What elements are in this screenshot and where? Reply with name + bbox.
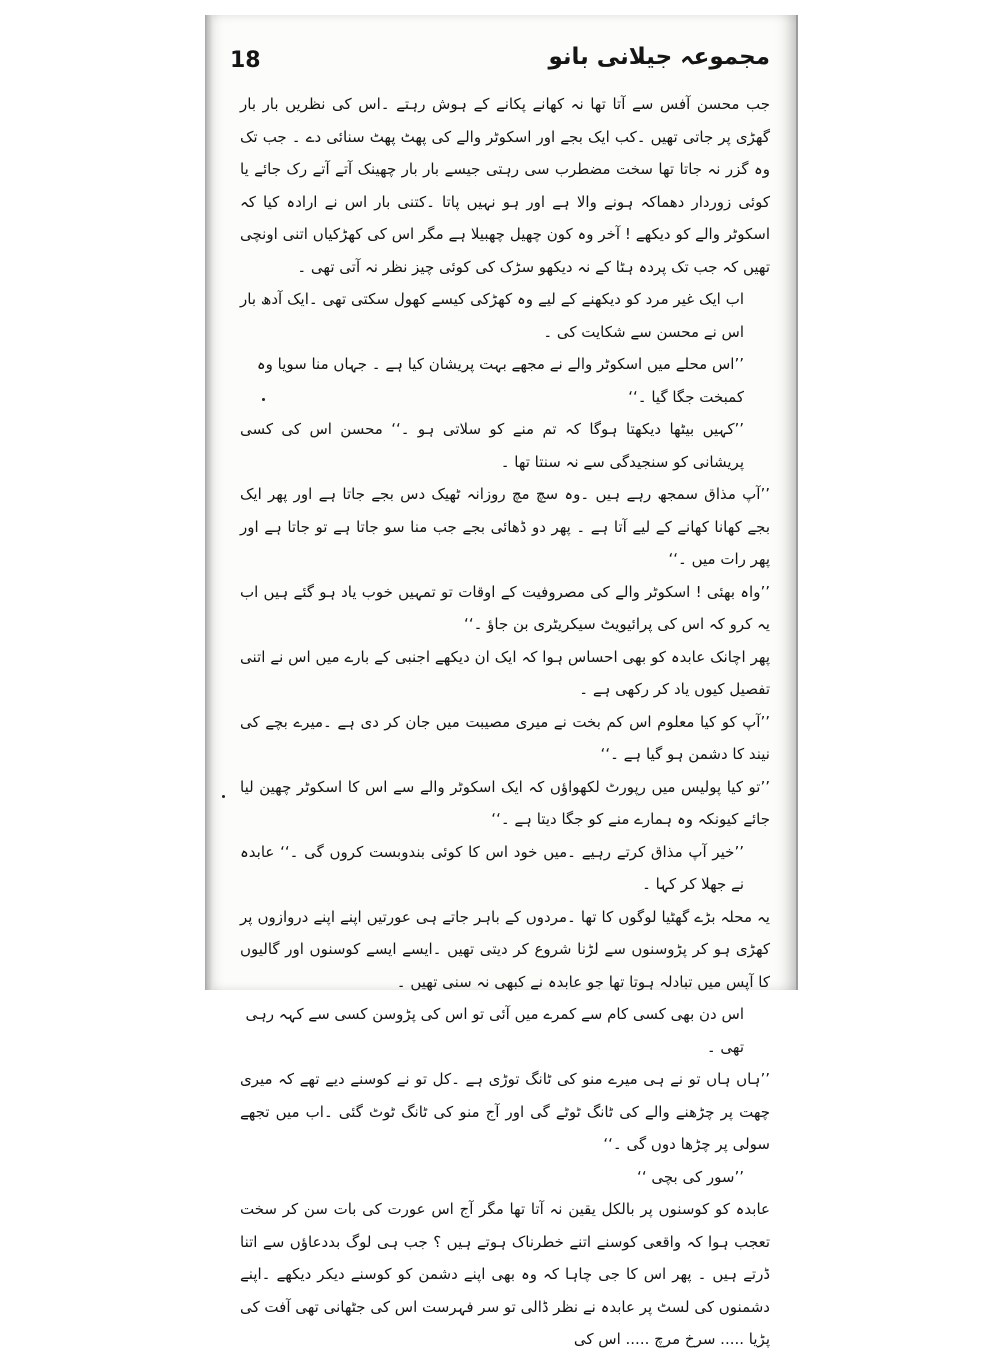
page-binding-shadow [205, 15, 213, 990]
paragraph: جب محسن آفس سے آتا تھا نہ کھانے پکانے کے ہوش رہتے ۔اس کی نظریں بار بار گھڑی پر جاتی تھیں ۔کب ایک بجے اور اسکوٹر والے کی پھٹ پھٹ سنائی دے ۔ جب تک وہ گزر نہ جاتا تھا سخت مضطرب سی رہتی جیسے بار بار چھینک آتے آتے رک جائے یا کوئی زوردار دھماکہ ہونے والا ہے اور ہو نہیں پاتا ۔کتنی بار اس نے ارادہ کیا کہ اسکوٹر والے کو دیکھے ! آخر وہ کون چھیل چھبیلا ہے مگر اس کی کھڑکیاں اتنی اونچی تھیں کہ جب تک پردہ ہٹا کے نہ دیکھو سڑک کی کوئی چیز نظر نہ آتی تھی ۔ [240, 95, 770, 276]
paragraph: اس دن بھی کسی کام سے کمرے میں آئی تو اس کی پڑوسن کسی سے کہہ رہی تھی ۔ [245, 1005, 744, 1056]
dialogue-line: ’’اس محلے میں اسکوٹر والے نے مجھے بہت پریشان کیا ہے ۔ جہاں منا سویا وہ کمبخت جگا گیا ۔‘‘ [256, 355, 744, 406]
dialogue-line: ’’آپ مذاق سمجھ رہے ہیں ۔وہ سچ مچ روزانہ ٹھیک دس بجے جاتا ہے اور پھر ایک بجے کھانا کھانے کے لیے آتا ہے ۔ پھر دو ڈھائی بجے جب منا سو جاتا ہے تو جاتا ہے اور پھر رات میں ۔‘‘ [240, 485, 770, 568]
dialogue-line: ’’کہیں بیٹھا دیکھتا ہوگا کہ تم منے کو سلاتی ہو ۔‘‘ محسن اس کی کسی پریشانی کو سنجیدگی سے نہ سنتا تھا ۔ [240, 420, 744, 471]
ink-speck [262, 398, 265, 401]
page-number: 18 [230, 48, 261, 73]
dialogue-line: ’’تو کیا پولیس میں رپورٹ لکھواؤں کہ ایک اسکوٹر والے سے اس کا اسکوٹر چھین لیا جائے کیونکہ وہ ہمارے منے کو جگا دیتا ہے ۔‘‘ [240, 777, 770, 828]
ink-speck [222, 795, 225, 798]
dialogue-line: ’’ہاں ہاں تو نے ہی میرے منو کی ٹانگ توڑی ہے ۔کل تو نے کوسنے دیے تھے کہ میری چھت پر چڑھنے والے کی ٹانگ ٹوٹے گی اور آج منو کی ٹانگ ٹوٹ گئی ۔اب میں تجھے سولی پر چڑھا دوں گی ۔‘‘ [240, 1070, 770, 1153]
body-text [240, 88, 770, 1356]
paragraph: پھر اچانک عابدہ کو بھی احساس ہوا کہ ایک ان دیکھے اجنبی کے بارے میں اس نے اتنی تفصیل کیوں یاد کر رکھی ہے ۔ [240, 647, 770, 698]
dialogue-line: ’’خیر آپ مذاق کرتے رہیے ۔میں خود اس کا کوئی بندوبست کروں گی ۔‘‘ عابدہ نے جھلا کر کہا ۔ [240, 842, 744, 893]
running-title: مجموعہ جیلانی بانو [548, 44, 770, 70]
dialogue-line: ’’سور کی بچی ‘‘ [637, 1167, 744, 1186]
dialogue-line: ’’واہ بھئی ! اسکوٹر والے کی مصروفیت کے اوقات تو تمہیں خوب یاد ہو گئے ہیں اب یہ کرو کہ اس کی پرائیویٹ سیکریٹری بن جاؤ ۔‘‘ [240, 582, 770, 633]
paragraph: عابدہ کو کوسنوں پر بالکل یقین نہ آتا تھا مگر آج اس عورت کی بات سن کر سخت تعجب ہوا کہ واقعی کوسنے اتنے خطرناک ہوتے ہیں ؟ جب ہی لوگ بددعاؤں سے اتنا ڈرتے ہیں ۔ پھر اس کا جی چاہا کہ وہ بھی اپنے دشمن کو کوسنے دیکر دیکھے ۔اپنے دشمنوں کی لسٹ پر عابدہ نے نظر ڈالی تو سر فہرست اس کی جٹھانی تھی آفت کی پڑیا ..... سرخ مرچ ..... اس کی [240, 1200, 770, 1348]
page-header [230, 40, 775, 90]
paragraph: یہ محلہ بڑے گھٹیا لوگوں کا تھا ۔مردوں کے باہر جاتے ہی عورتیں اپنے اپنے دروازوں پر کھڑی ہو کر پڑوسنوں سے لڑنا شروع کر دیتی تھیں ۔ایسے ایسے کوسنوں اور گالیوں کا آپس میں تبادلہ ہوتا تھا جو عابدہ نے کبھی نہ سنی تھیں ۔ [240, 907, 770, 991]
dialogue-line: ’’آپ کو کیا معلوم اس کم بخت نے میری مصیبت میں جان کر دی ہے ۔میرے بچے کی نیند کا دشمن ہو گیا ہے ۔‘‘ [240, 712, 770, 763]
paragraph: اب ایک غیر مرد کو دیکھنے کے لیے وہ کھڑکی کیسے کھول سکتی تھی ۔ایک آدھ بار اس نے محسن سے شکایت کی ۔ [240, 290, 744, 341]
